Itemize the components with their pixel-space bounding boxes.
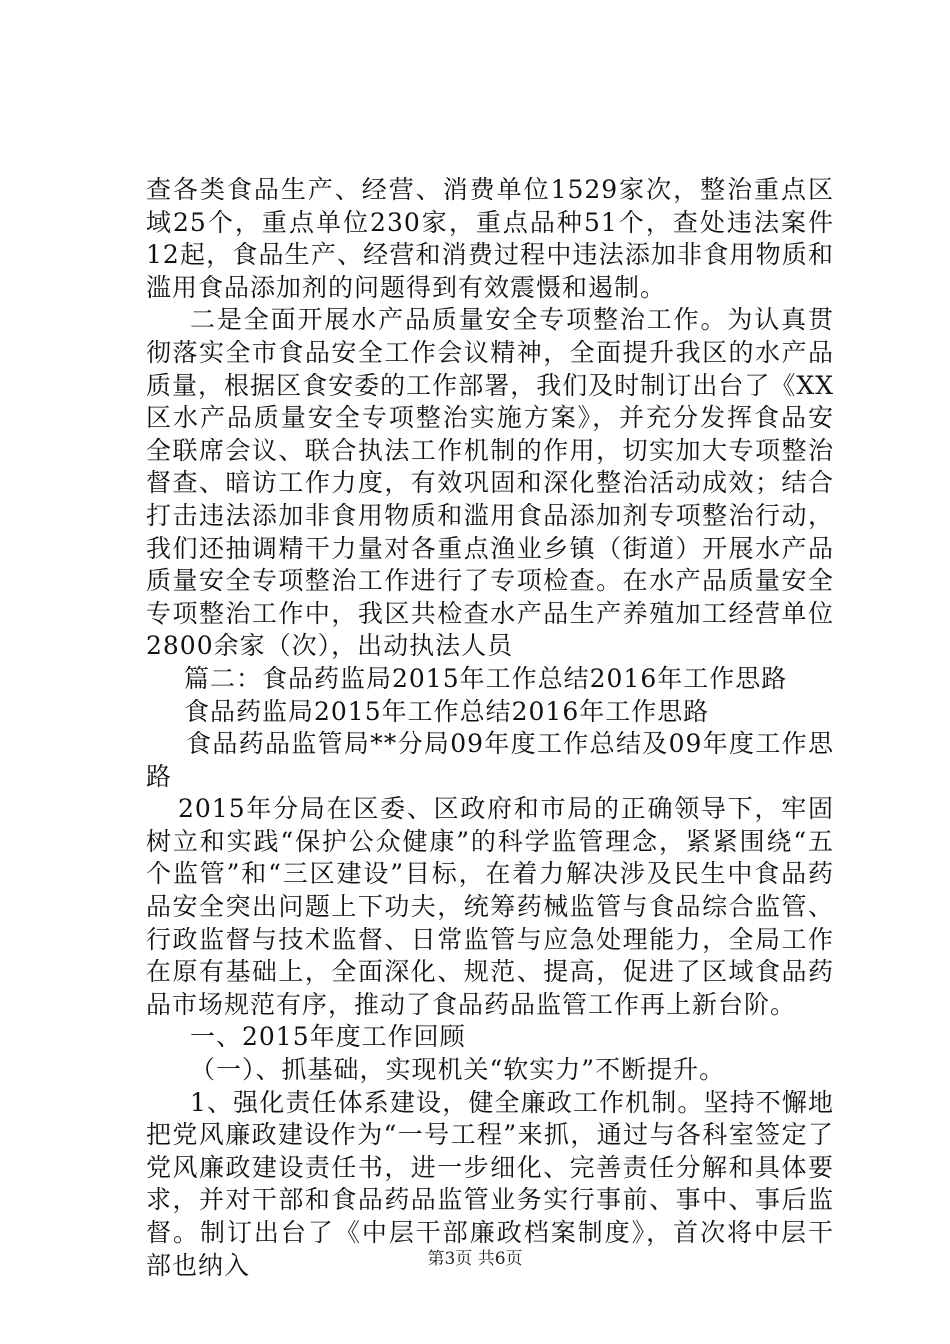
page-number: 第3页 共6页	[427, 1249, 523, 1269]
document-subtitle: 食品药品监管局**分局09年度工作总结及09年度工作思路	[146, 729, 834, 791]
paragraph-inspection-stats: 查各类食品生产、经营、消费单位1529家次，整治重点区域25个，重点单位230家，重点品种51个，查处违法案件12起，食品生产、经营和消费过程中违法添加非食用物质和滥用食品添加剂的问题得到有效震慑和遏制。	[146, 175, 834, 302]
document-title: 食品药监局2015年工作总结2016年工作思路	[184, 696, 710, 726]
heading-foundation: （一）、抓基础，实现机关“软实力”不断提升。	[190, 1055, 726, 1085]
paragraph-aquatic-products: 二是全面开展水产品质量安全专项整治工作。为认真贯彻落实全市食品安全工作会议精神，全面提升我区的水产品质量，根据区食安委的工作部署，我们及时制订出台了《XX区水产品质量安全专项整治实施方案》，并充分发挥食品安全联席会议、联合执法工作机制的作用，切实加大专项整治督查、暗访工作力度，有效巩固和深化整治活动成效；结合打击违法添加非食用物质和滥用食品添加剂专项整治行动，我们还抽调精干力量对各重点渔业乡镇（街道）开展水产品质量安全专项整治工作进行了专项检查。在水产品质量安全专项整治工作中，我区共检查水产品生产养殖加工经营单位2800余家（次），出动执法人员	[146, 305, 834, 661]
paragraph-responsibility: 1、强化责任体系建设，健全廉政工作机制。坚持不懈地把党风廉政建设作为“一号工程”来抓，通过与各科室签定了党风廉政建设责任书，进一步细化、完善责任分解和具体要求，并对干部和食品药品监管业务实行事前、事中、事后监督。制订出台了《中层干部廉政档案制度》，首次将中层干部也纳入	[146, 1087, 834, 1280]
paragraph-overview: 2015年分局在区委、区政府和市局的正确领导下，牢固树立和实践“保护公众健康”的科学监管理念，紧紧围绕“五个监管”和“三区建设”目标，在着力解决涉及民生中食品药品安全突出问题上下功夫，统筹药械监管与食品综合监管、行政监督与技术监督、日常监管与应急处理能力，全局工作在原有基础上，全面深化、规范、提高，促进了区域食品药品市场规范有序，推动了食品药品监管工作再上新台阶。	[146, 794, 834, 1019]
section-heading-part-two: 篇二：食品药监局2015年工作总结2016年工作思路	[184, 663, 788, 693]
body-text	[146, 174, 834, 1282]
heading-review: 一、2015年度工作回顾	[190, 1022, 466, 1052]
